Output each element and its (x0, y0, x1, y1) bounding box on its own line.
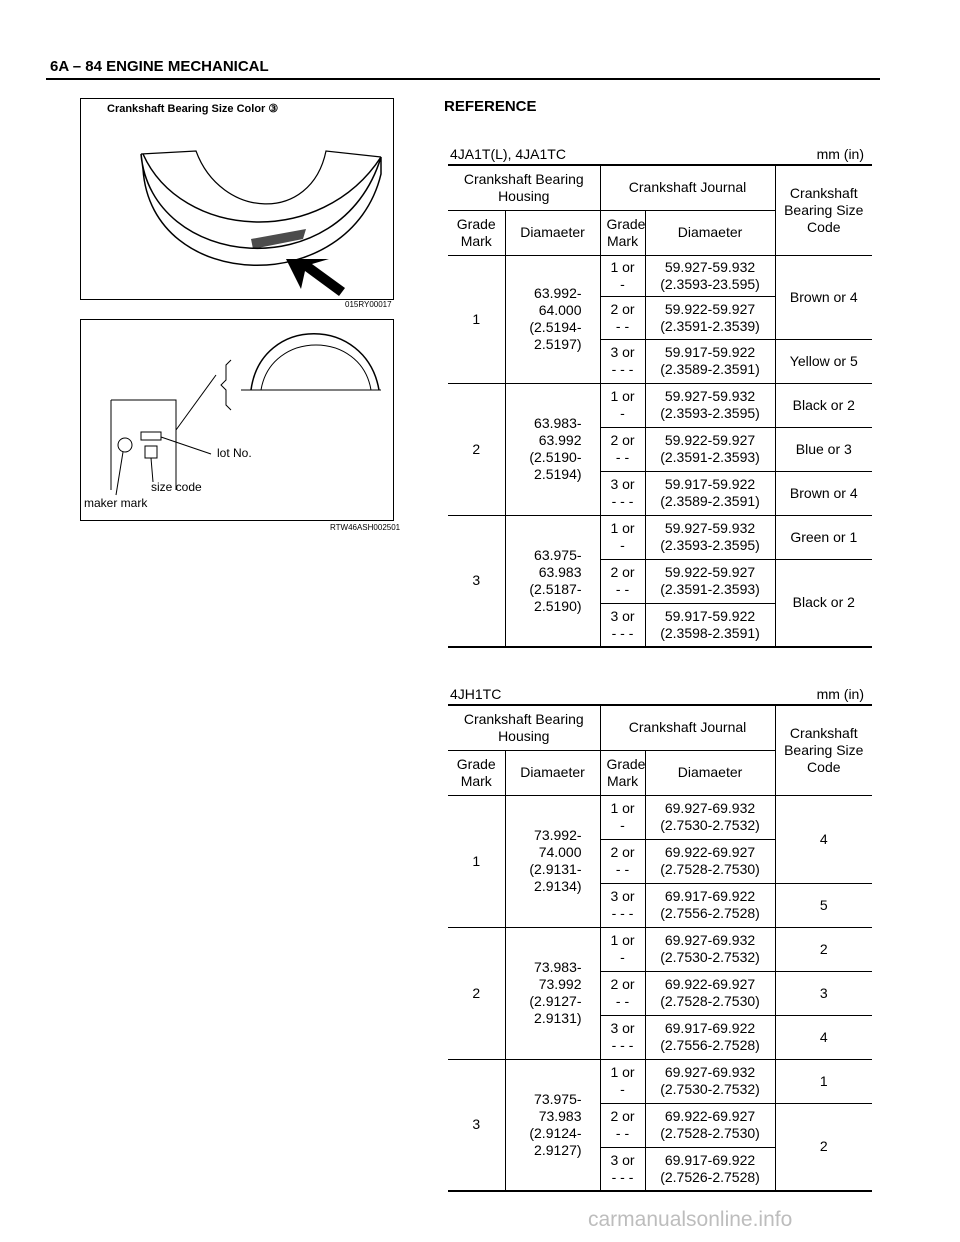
housing-diameter: 63.983- 63.992 (2.5190- 2.5194) (505, 383, 600, 515)
size-code-label: size code (151, 480, 202, 494)
size-code: 3 (775, 971, 872, 1015)
leader-size (151, 458, 153, 482)
col-size-code: Crankshaft Bearing Size Code (775, 705, 872, 795)
journal-grade: 3 or - - - (600, 471, 645, 515)
size-code: Brown or 4 (775, 471, 872, 515)
journal-grade: 1 or - (600, 927, 645, 971)
size-code: 5 (775, 883, 872, 927)
col-housing: Crankshaft Bearing Housing (448, 705, 600, 750)
size-code: 4 (775, 1015, 872, 1059)
journal-diameter: 59.927-59.932 (2.3593-23.595) (645, 255, 775, 296)
size-code-box (145, 446, 157, 458)
journal-grade: 2 or - - (600, 296, 645, 339)
table-row (448, 515, 872, 559)
leader-lot (161, 437, 211, 454)
journal-diameter: 69.927-69.932 (2.7530-2.7532) (645, 795, 775, 839)
journal-grade: 3 or - - - (600, 883, 645, 927)
bearing-shell-outer (141, 154, 381, 265)
col-grade-mark-2: Grade Mark (600, 750, 645, 795)
journal-diameter: 59.922-59.927 (2.3591-2.3539) (645, 296, 775, 339)
col-size-code: Crankshaft Bearing Size Code (775, 165, 872, 255)
journal-grade: 3 or - - - (600, 1015, 645, 1059)
table-header-row (448, 705, 872, 750)
journal-grade: 1 or - (600, 383, 645, 427)
col-housing: Crankshaft Bearing Housing (448, 165, 600, 210)
maker-mark-circle (118, 438, 132, 452)
journal-diameter: 69.927-69.932 (2.7530-2.7532) (645, 927, 775, 971)
size-code: Blue or 3 (775, 427, 872, 471)
housing-diameter: 73.983- 73.992 (2.9127- 2.9131) (505, 927, 600, 1059)
housing-grade: 2 (448, 927, 505, 1059)
journal-diameter: 69.917-69.922 (2.7556-2.7528) (645, 883, 775, 927)
table2-model: 4JH1TC (450, 686, 502, 702)
lot-number-label: lot No. (217, 446, 252, 460)
col-diameter: Diamaeter (505, 750, 600, 795)
journal-diameter: 69.922-69.927 (2.7528-2.7530) (645, 839, 775, 883)
bearing-marking-illustration (81, 320, 393, 520)
journal-diameter: 69.922-69.927 (2.7528-2.7530) (645, 971, 775, 1015)
col-diameter: Diamaeter (505, 210, 600, 255)
bearing-size-color-figure (80, 98, 394, 300)
col-grade-mark-2: Grade Mark (600, 210, 645, 255)
housing-diameter: 73.992- 74.000 (2.9131- 2.9134) (505, 795, 600, 927)
journal-grade: 1 or - (600, 255, 645, 296)
table2 (448, 704, 872, 1192)
journal-diameter: 59.917-59.922 (2.3598-2.3591) (645, 603, 775, 647)
housing-grade: 1 (448, 795, 505, 927)
col-grade-mark: Grade Mark (448, 750, 505, 795)
journal-grade: 3 or - - - (600, 339, 645, 383)
watermark: carmanualsonline.info (588, 1208, 793, 1231)
bearing-shell-illustration (81, 99, 393, 299)
maker-mark-label: maker mark (84, 496, 148, 510)
col-journal: Crankshaft Journal (600, 705, 775, 750)
journal-grade: 1 or - (600, 515, 645, 559)
size-code: 1 (775, 1059, 872, 1103)
housing-grade: 3 (448, 1059, 505, 1191)
leader-bracket (176, 375, 216, 430)
reference-title: REFERENCE (444, 98, 537, 115)
bearing-marking-figure (80, 319, 394, 521)
col-diameter-2: Diamaeter (645, 210, 775, 255)
journal-grade: 3 or - - - (600, 1147, 645, 1191)
size-code: Black or 2 (775, 383, 872, 427)
journal-diameter: 69.922-69.927 (2.7528-2.7530) (645, 1103, 775, 1147)
bearing-arc (251, 334, 379, 390)
housing-diameter: 63.992- 64.000 (2.5194- 2.5197) (505, 255, 600, 383)
table1 (448, 164, 872, 648)
page-header-text: 6A – 84 ENGINE MECHANICAL (50, 58, 269, 75)
bearing-arc-edge (261, 345, 371, 390)
housing-grade: 1 (448, 255, 505, 383)
table-row (448, 383, 872, 427)
journal-diameter: 59.917-59.922 (2.3589-2.3591) (645, 339, 775, 383)
journal-diameter: 59.922-59.927 (2.3591-2.3593) (645, 559, 775, 603)
table1-unit: mm (in) (816, 146, 864, 162)
housing-diameter: 63.975- 63.983 (2.5187- 2.5190) (505, 515, 600, 647)
col-journal: Crankshaft Journal (600, 165, 775, 210)
housing-grade: 2 (448, 383, 505, 515)
journal-grade: 2 or - - (600, 971, 645, 1015)
col-grade-mark: Grade Mark (448, 210, 505, 255)
size-code: 2 (775, 1103, 872, 1191)
journal-diameter: 59.917-59.922 (2.3589-2.3591) (645, 471, 775, 515)
size-code: 4 (775, 795, 872, 883)
table2-unit: mm (in) (816, 686, 864, 702)
journal-diameter: 59.927-59.932 (2.3593-2.3595) (645, 515, 775, 559)
journal-grade: 3 or - - - (600, 603, 645, 647)
journal-grade: 2 or - - (600, 839, 645, 883)
journal-grade: 2 or - - (600, 1103, 645, 1147)
bearing-shell-inner-edge (143, 154, 381, 222)
journal-diameter: 59.922-59.927 (2.3591-2.3593) (645, 427, 775, 471)
leader-maker (116, 452, 123, 495)
bracket (221, 360, 231, 410)
journal-diameter: 59.927-59.932 (2.3593-2.3595) (645, 383, 775, 427)
lot-number-box (141, 432, 161, 440)
pointer-arrow (286, 259, 345, 296)
table1-model: 4JA1T(L), 4JA1TC (450, 146, 566, 162)
figure1-id: 015RY00017 (345, 300, 392, 309)
journal-diameter: 69.917-69.922 (2.7556-2.7528) (645, 1015, 775, 1059)
table-row (448, 1059, 872, 1103)
size-code: Black or 2 (775, 559, 872, 647)
journal-grade: 2 or - - (600, 427, 645, 471)
page-header (46, 56, 880, 80)
size-code: 2 (775, 927, 872, 971)
journal-grade: 1 or - (600, 795, 645, 839)
table-row (448, 927, 872, 971)
col-diameter-2: Diamaeter (645, 750, 775, 795)
table-row (448, 255, 872, 296)
journal-diameter: 69.927-69.932 (2.7530-2.7532) (645, 1059, 775, 1103)
size-code: Brown or 4 (775, 255, 872, 339)
figure-caption: Crankshaft Bearing Size Color ③ (107, 103, 279, 115)
journal-grade: 1 or - (600, 1059, 645, 1103)
table-row (448, 795, 872, 839)
size-code: Green or 1 (775, 515, 872, 559)
figure2-id: RTW46ASH002501 (330, 523, 401, 532)
table-header-row (448, 165, 872, 210)
housing-diameter: 73.975- 73.983 (2.9124- 2.9127) (505, 1059, 600, 1191)
journal-diameter: 69.917-69.922 (2.7526-2.7528) (645, 1147, 775, 1191)
housing-grade: 3 (448, 515, 505, 647)
size-code: Yellow or 5 (775, 339, 872, 383)
journal-grade: 2 or - - (600, 559, 645, 603)
